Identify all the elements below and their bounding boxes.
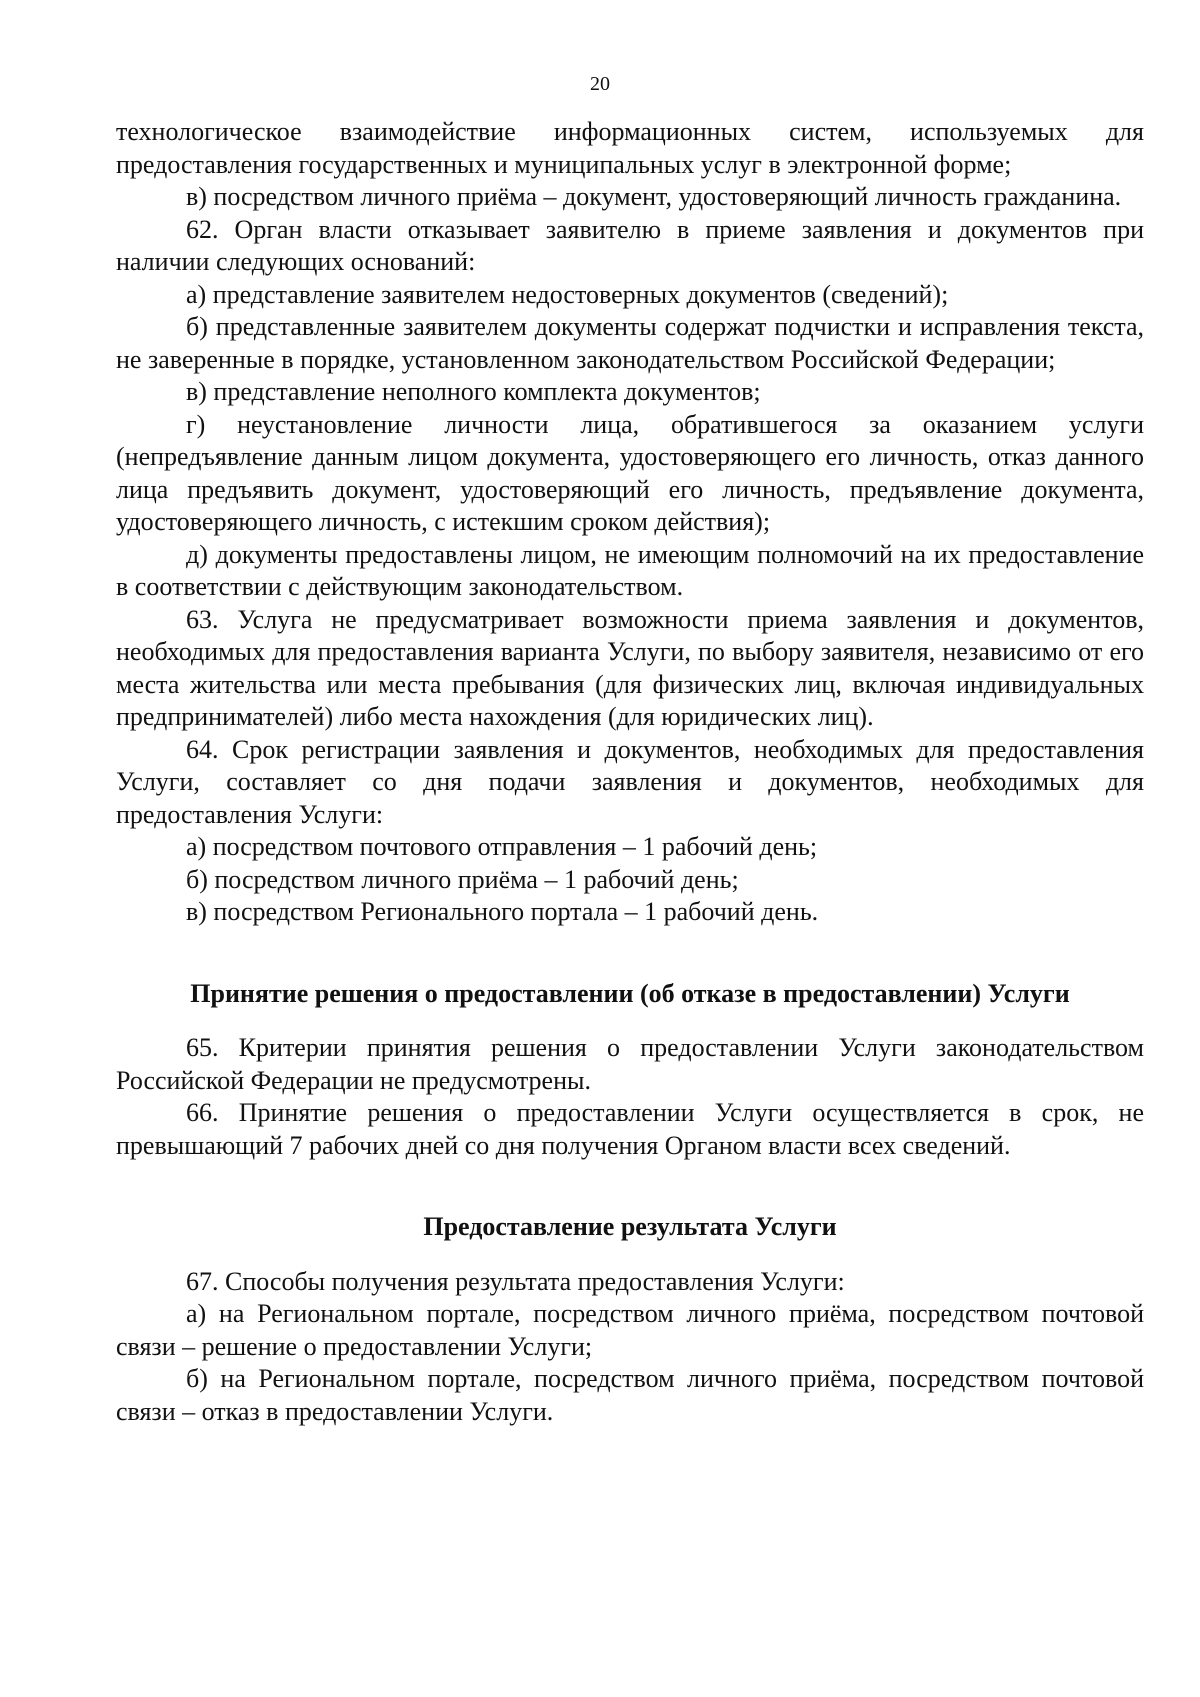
paragraph-67-a: а) на Региональном портале, посредством личного приёма, посредством почтовой связи – решение о предоставлении Услуги; [116, 1299, 1144, 1361]
paragraph-65: 65. Критерии принятия решения о предоставлении Услуги законодательством Российской Федерации не предусмотрены. [116, 1033, 1144, 1095]
paragraph-62: 62. Орган власти отказывает заявителю в приеме заявления и документов при наличии следующих оснований: [116, 214, 1144, 276]
section-heading-decision: Принятие решения о предоставлении (об отказе в предоставлении) Услуги [190, 978, 1070, 1008]
paragraph-66: 66. Принятие решения о предоставлении Услуги осуществляется в срок, не превышающий 7 рабочих дней со дня получения Органом власти всех сведений. [116, 1098, 1144, 1160]
paragraph-64: 64. Срок регистрации заявления и документов, необходимых для предоставления Услуги, составляет со дня подачи заявления и документов, необходимых для предоставления Услуги: [116, 734, 1144, 829]
paragraph-67: 67. Способы получения результата предоставления Услуги: [186, 1266, 845, 1296]
document-body [116, 116, 1144, 1428]
paragraph-67-b: б) на Региональном портале, посредством личного приёма, посредством почтовой связи – отказ в предоставлении Услуги. [116, 1364, 1144, 1426]
paragraph-62-a: а) представление заявителем недостоверных документов (сведений); [186, 279, 949, 309]
paragraph-continuation: технологическое взаимодействие информационных систем, используемых для предоставления государственных и муниципальных услуг в электронной форме; [116, 117, 1144, 179]
paragraph-62-b: б) представленные заявителем документы содержат подчистки и исправления текста, не заверенные в порядке, установленном законодательством Российской Федерации; [116, 312, 1144, 374]
paragraph-item-v-personal: в) посредством личного приёма – документ, удостоверяющий личность гражданина. [186, 182, 1122, 211]
paragraph-63: 63. Услуга не предусматривает возможности приема заявления и документов, необходимых для предоставления варианта Услуги, по выбору заявителя, независимо от его места жительства или места пребывания (для физических лиц, включая индивидуальных предпринимателей) либо места нахождения (для юридических лиц). [116, 604, 1144, 731]
paragraph-64-a: а) посредством почтового отправления – 1 рабочий день; [186, 832, 818, 861]
paragraph-64-b: б) посредством личного приёма – 1 рабочий день; [186, 864, 739, 894]
paragraph-62-v: в) представление неполного комплекта документов; [186, 377, 761, 406]
paragraph-62-g: г) неустановление личности лица, обратившегося за оказанием услуги (непредъявление данным лицом документа, удостоверяющего его личность, отказ данного лица предъявить документ, удостоверяющий его личность, предъявление документа, удостоверяющего личность, с истекшим сроком действия); [116, 409, 1144, 536]
paragraph-62-d: д) документы предоставлены лицом, не имеющим полномочий на их предоставление в соответствии с действующим законодательством. [116, 539, 1144, 601]
paragraph-64-v: в) посредством Регионального портала – 1 рабочий день. [186, 897, 819, 926]
section-heading-result: Предоставление результата Услуги [423, 1212, 837, 1241]
page-number: 20 [590, 73, 610, 95]
